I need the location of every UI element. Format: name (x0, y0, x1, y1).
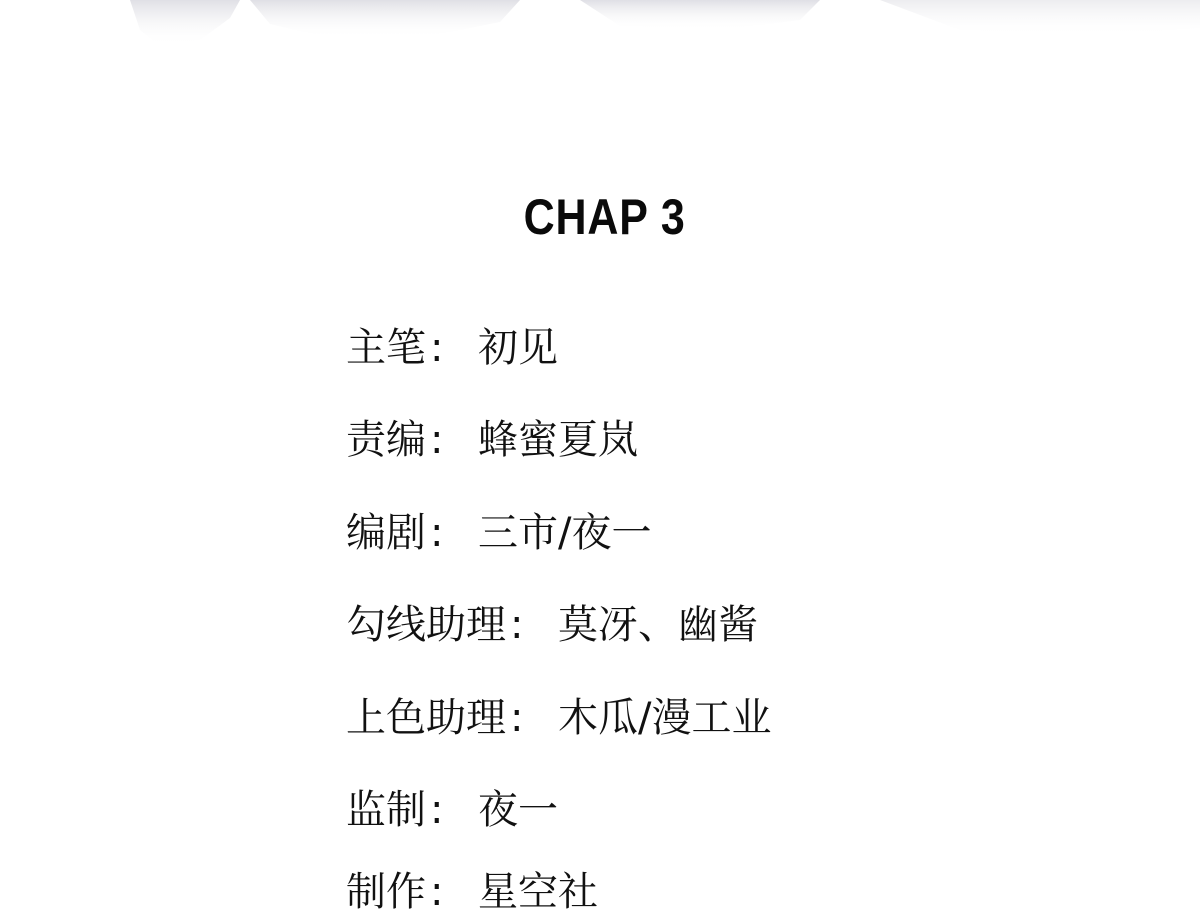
credit-role: 勾线助理 (346, 602, 506, 648)
credit-role: 编剧 (346, 510, 426, 556)
faded-artwork (0, 0, 1200, 70)
art-shape-right (580, 0, 820, 30)
credit-line-screenwriter (346, 509, 651, 557)
credit-role: 监制 (346, 787, 426, 833)
credit-separator: : (430, 510, 444, 556)
credit-separator: : (430, 869, 444, 915)
credit-separator: : (430, 787, 444, 833)
art-shape-left (130, 0, 240, 46)
credit-separator: : (430, 325, 444, 371)
credit-role: 责编 (346, 417, 426, 463)
credit-name: 三市/夜一 (478, 510, 652, 556)
art-shape-far-right (880, 0, 1200, 36)
credit-separator: : (430, 417, 444, 463)
credit-name: 星空社 (478, 869, 598, 915)
credit-separator: : (510, 602, 524, 648)
credit-name: 莫冴、幽酱 (558, 602, 758, 648)
credit-line-editor (346, 416, 638, 464)
chapter-title: CHAP 3 (523, 189, 686, 245)
top-illustration-fragment (0, 0, 1200, 70)
credit-role: 制作 (346, 869, 426, 915)
credit-separator: : (510, 695, 524, 741)
credit-name: 初见 (478, 325, 558, 371)
credit-line-lead-artist (346, 324, 558, 372)
art-shape-center (250, 0, 520, 38)
credit-role: 上色助理 (346, 695, 506, 741)
credit-name: 蜂蜜夏岚 (478, 417, 638, 463)
credit-name: 木瓜/漫工业 (558, 695, 772, 741)
credit-line-production (346, 868, 598, 916)
credit-line-lineart-assistant (346, 601, 758, 649)
credit-line-supervisor (346, 786, 558, 834)
credit-name: 夜一 (478, 787, 558, 833)
credit-role: 主笔 (346, 325, 426, 371)
credit-line-color-assistant (346, 694, 771, 742)
